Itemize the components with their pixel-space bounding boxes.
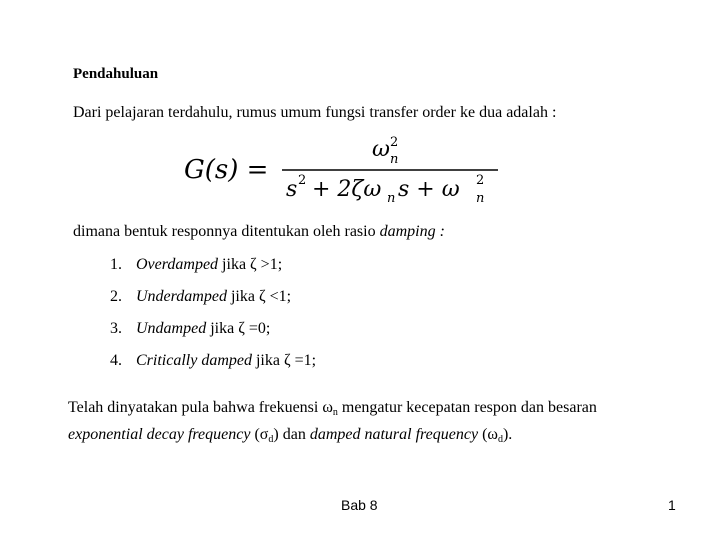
- formula-den-s2: s + ω: [398, 177, 460, 202]
- summary-paragraph: [68, 397, 698, 451]
- summary-text-5: (ω: [478, 426, 498, 443]
- summary-italic-2: damped natural frequency: [309, 426, 479, 443]
- formula-lhs: G(s) =: [184, 155, 269, 185]
- formula-numerator-sup: 2: [390, 135, 399, 150]
- list-item-rest: jika ζ <1;: [226, 288, 292, 305]
- list-item-term: Overdamped: [136, 256, 219, 273]
- summary-text-6: ).: [502, 426, 513, 443]
- footer-page-number: 1: [668, 497, 676, 513]
- section-heading: Pendahuluan: [73, 66, 159, 82]
- formula-graphic: [182, 134, 502, 206]
- list-item: [110, 288, 316, 320]
- list-item: [110, 320, 316, 352]
- footer-chapter: Bab 8: [341, 497, 378, 513]
- description-italic: damping :: [379, 223, 445, 240]
- list-item-number: 2.: [110, 288, 122, 305]
- formula-den-s: s: [286, 177, 298, 202]
- formula-den-middle: + 2ζω: [312, 177, 382, 202]
- transfer-function-formula: [182, 134, 502, 206]
- summary-text-4: ) dan: [273, 426, 310, 443]
- summary-sub-d1: d: [268, 434, 274, 445]
- intro-text: Dari pelajaran terdahulu, rumus umum fungsi transfer order ke dua adalah :: [73, 104, 557, 121]
- formula-den-s-sup: 2: [298, 173, 307, 188]
- list-item-number: 1.: [110, 256, 122, 273]
- description-text: dimana bentuk responnya ditentukan oleh rasio: [73, 223, 380, 240]
- list-item: [110, 256, 316, 288]
- list-item: [110, 352, 316, 384]
- formula-numerator-sub: n: [390, 152, 399, 167]
- summary-text-1: Telah dinyatakan pula bahwa frekuensi ω: [68, 399, 333, 416]
- summary-italic-1: exponential decay frequency: [68, 426, 251, 443]
- list-item-rest: jika ζ >1;: [218, 256, 283, 273]
- list-item-term: Underdamped: [136, 288, 227, 305]
- formula-den-last-sub: n: [476, 191, 485, 206]
- formula-den-last-sup: 2: [476, 173, 485, 188]
- list-item-number: 3.: [110, 320, 122, 337]
- summary-text-2: mengatur kecepatan respon dan besaran: [337, 399, 597, 416]
- list-item-rest: jika ζ =1;: [251, 352, 317, 369]
- damping-conditions-list: [110, 256, 316, 384]
- list-item-term: Critically damped: [136, 352, 252, 369]
- damping-description: [73, 223, 445, 241]
- summary-sub-n: n: [332, 407, 338, 418]
- list-item-term: Undamped: [136, 320, 207, 337]
- list-item-number: 4.: [110, 352, 122, 369]
- summary-sub-d2: d: [497, 434, 503, 445]
- formula-numerator: ω: [372, 137, 390, 162]
- formula-den-middle-sub: n: [387, 191, 396, 206]
- summary-text-3: (σ: [250, 426, 269, 443]
- list-item-rest: jika ζ =0;: [206, 320, 271, 337]
